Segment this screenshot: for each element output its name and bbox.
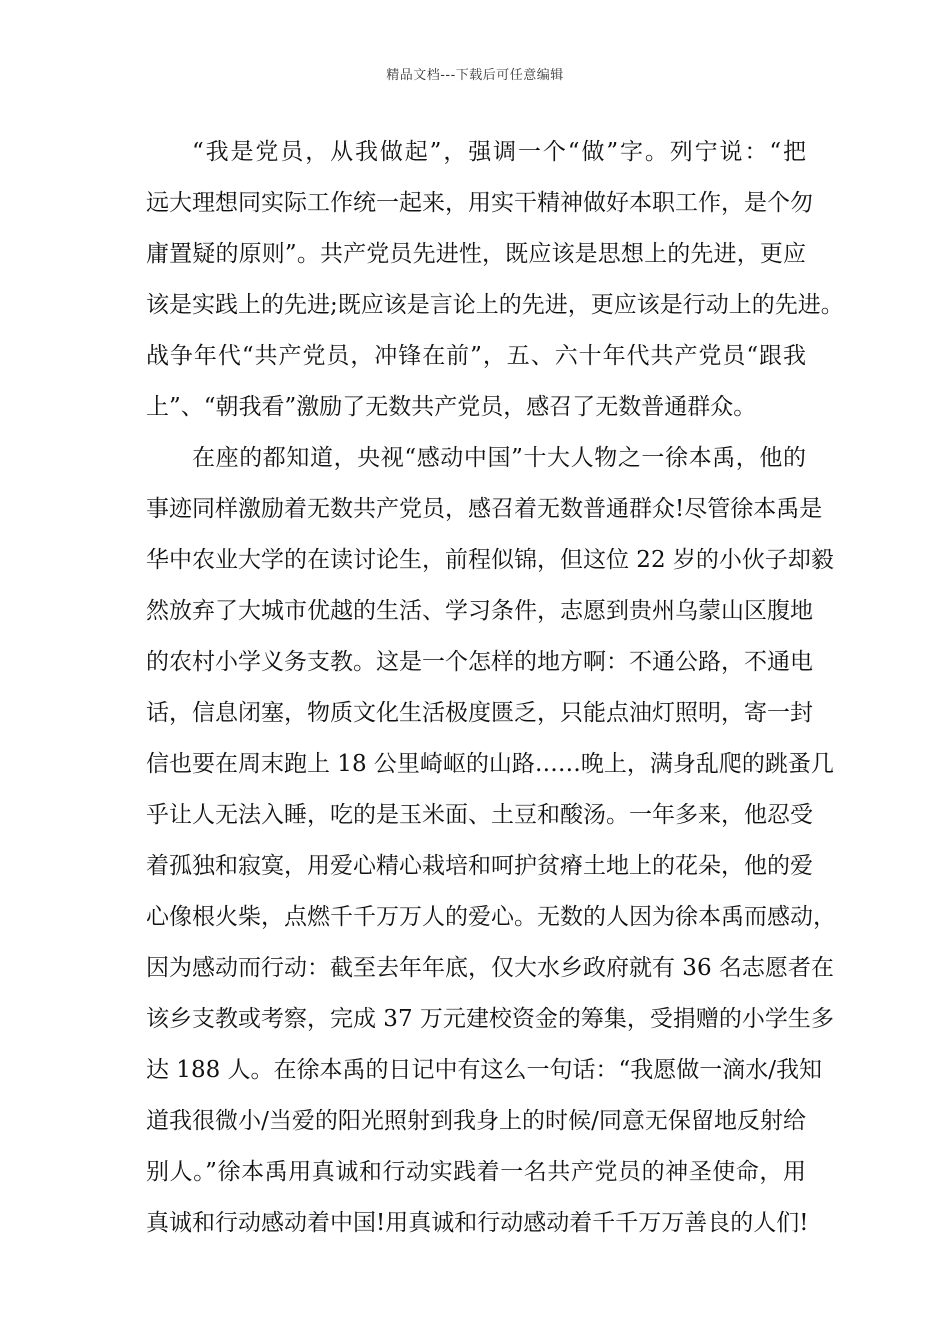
paragraph-line: 乎让人无法入睡，吃的是玉米面、土豆和酸汤。一年多来，他忍受 [146, 802, 813, 828]
paragraph-line: 华中农业大学的在读讨论生，前程似锦，但这位 22 岁的小伙子却毅 [146, 547, 834, 573]
paragraph-line: 的农村小学义务支教。这是一个怎样的地方啊：不通公路，不通电 [146, 649, 813, 675]
paragraph-line: 在座的都知道，央视“感动中国”十大人物之一徐本禹，他的 [192, 445, 806, 471]
paragraph-line: 上”、“朝我看”激励了无数共产党员，感召了无数普通群众。 [146, 394, 757, 420]
paragraph-1 [146, 127, 844, 433]
paragraph-line: 道我很微小/当爱的阳光照射到我身上的时候/同意无保留地反射给 [146, 1108, 806, 1134]
paragraph-line: “我是党员，从我做起”，强调一个“做”字。列宁说：“把 [192, 139, 806, 165]
document-body [146, 127, 844, 1249]
paragraph-line: 该乡支教或考察，完成 37 万元建校资金的筹集，受捐赠的小学生多 [146, 1006, 834, 1032]
paragraph-line: 然放弃了大城市优越的生活、学习条件，志愿到贵州乌蒙山区腹地 [146, 598, 813, 624]
paragraph-line: 该是实践上的先进;既应该是言论上的先进，更应该是行动上的先进。 [146, 292, 844, 318]
paragraph-line: 别人。”徐本禹用真诚和行动实践着一名共产党员的神圣使命，用 [146, 1159, 806, 1185]
paragraph-line: 心像根火柴，点燃千千万万人的爱心。无数的人因为徐本禹而感动， [146, 904, 836, 930]
paragraph-line: 着孤独和寂寞，用爱心精心栽培和呵护贫瘠土地上的花朵，他的爱 [146, 853, 813, 879]
paragraph-line: 庸置疑的原则”。共产党员先进性，既应该是思想上的先进，更应 [146, 241, 806, 267]
paragraph-line: 达 188 人。在徐本禹的日记中有这么一句话：“我愿做一滴水/我知 [146, 1057, 823, 1083]
page-header: 精品文档---下载后可任意编辑 [386, 68, 564, 83]
paragraph-line: 事迹同样激励着无数共产党员，感召着无数普通群众!尽管徐本禹是 [146, 496, 823, 522]
paragraph-line: 信也要在周末跑上 18 公里崎岖的山路……晚上，满身乱爬的跳蚤几 [146, 751, 834, 777]
paragraph-line: 真诚和行动感动着中国!用真诚和行动感动着千千万万善良的人们! [146, 1210, 809, 1236]
paragraph-line: 远大理想同实际工作统一起来，用实干精神做好本职工作，是个勿 [146, 190, 813, 216]
paragraph-line: 话，信息闭塞，物质文化生活极度匮乏，只能点油灯照明，寄一封 [146, 700, 813, 726]
paragraph-line: 因为感动而行动：截至去年年底，仅大水乡政府就有 36 名志愿者在 [146, 955, 834, 981]
paragraph-line: 战争年代“共产党员，冲锋在前”，五、六十年代共产党员“跟我 [146, 343, 806, 369]
paragraph-2 [146, 433, 836, 1249]
